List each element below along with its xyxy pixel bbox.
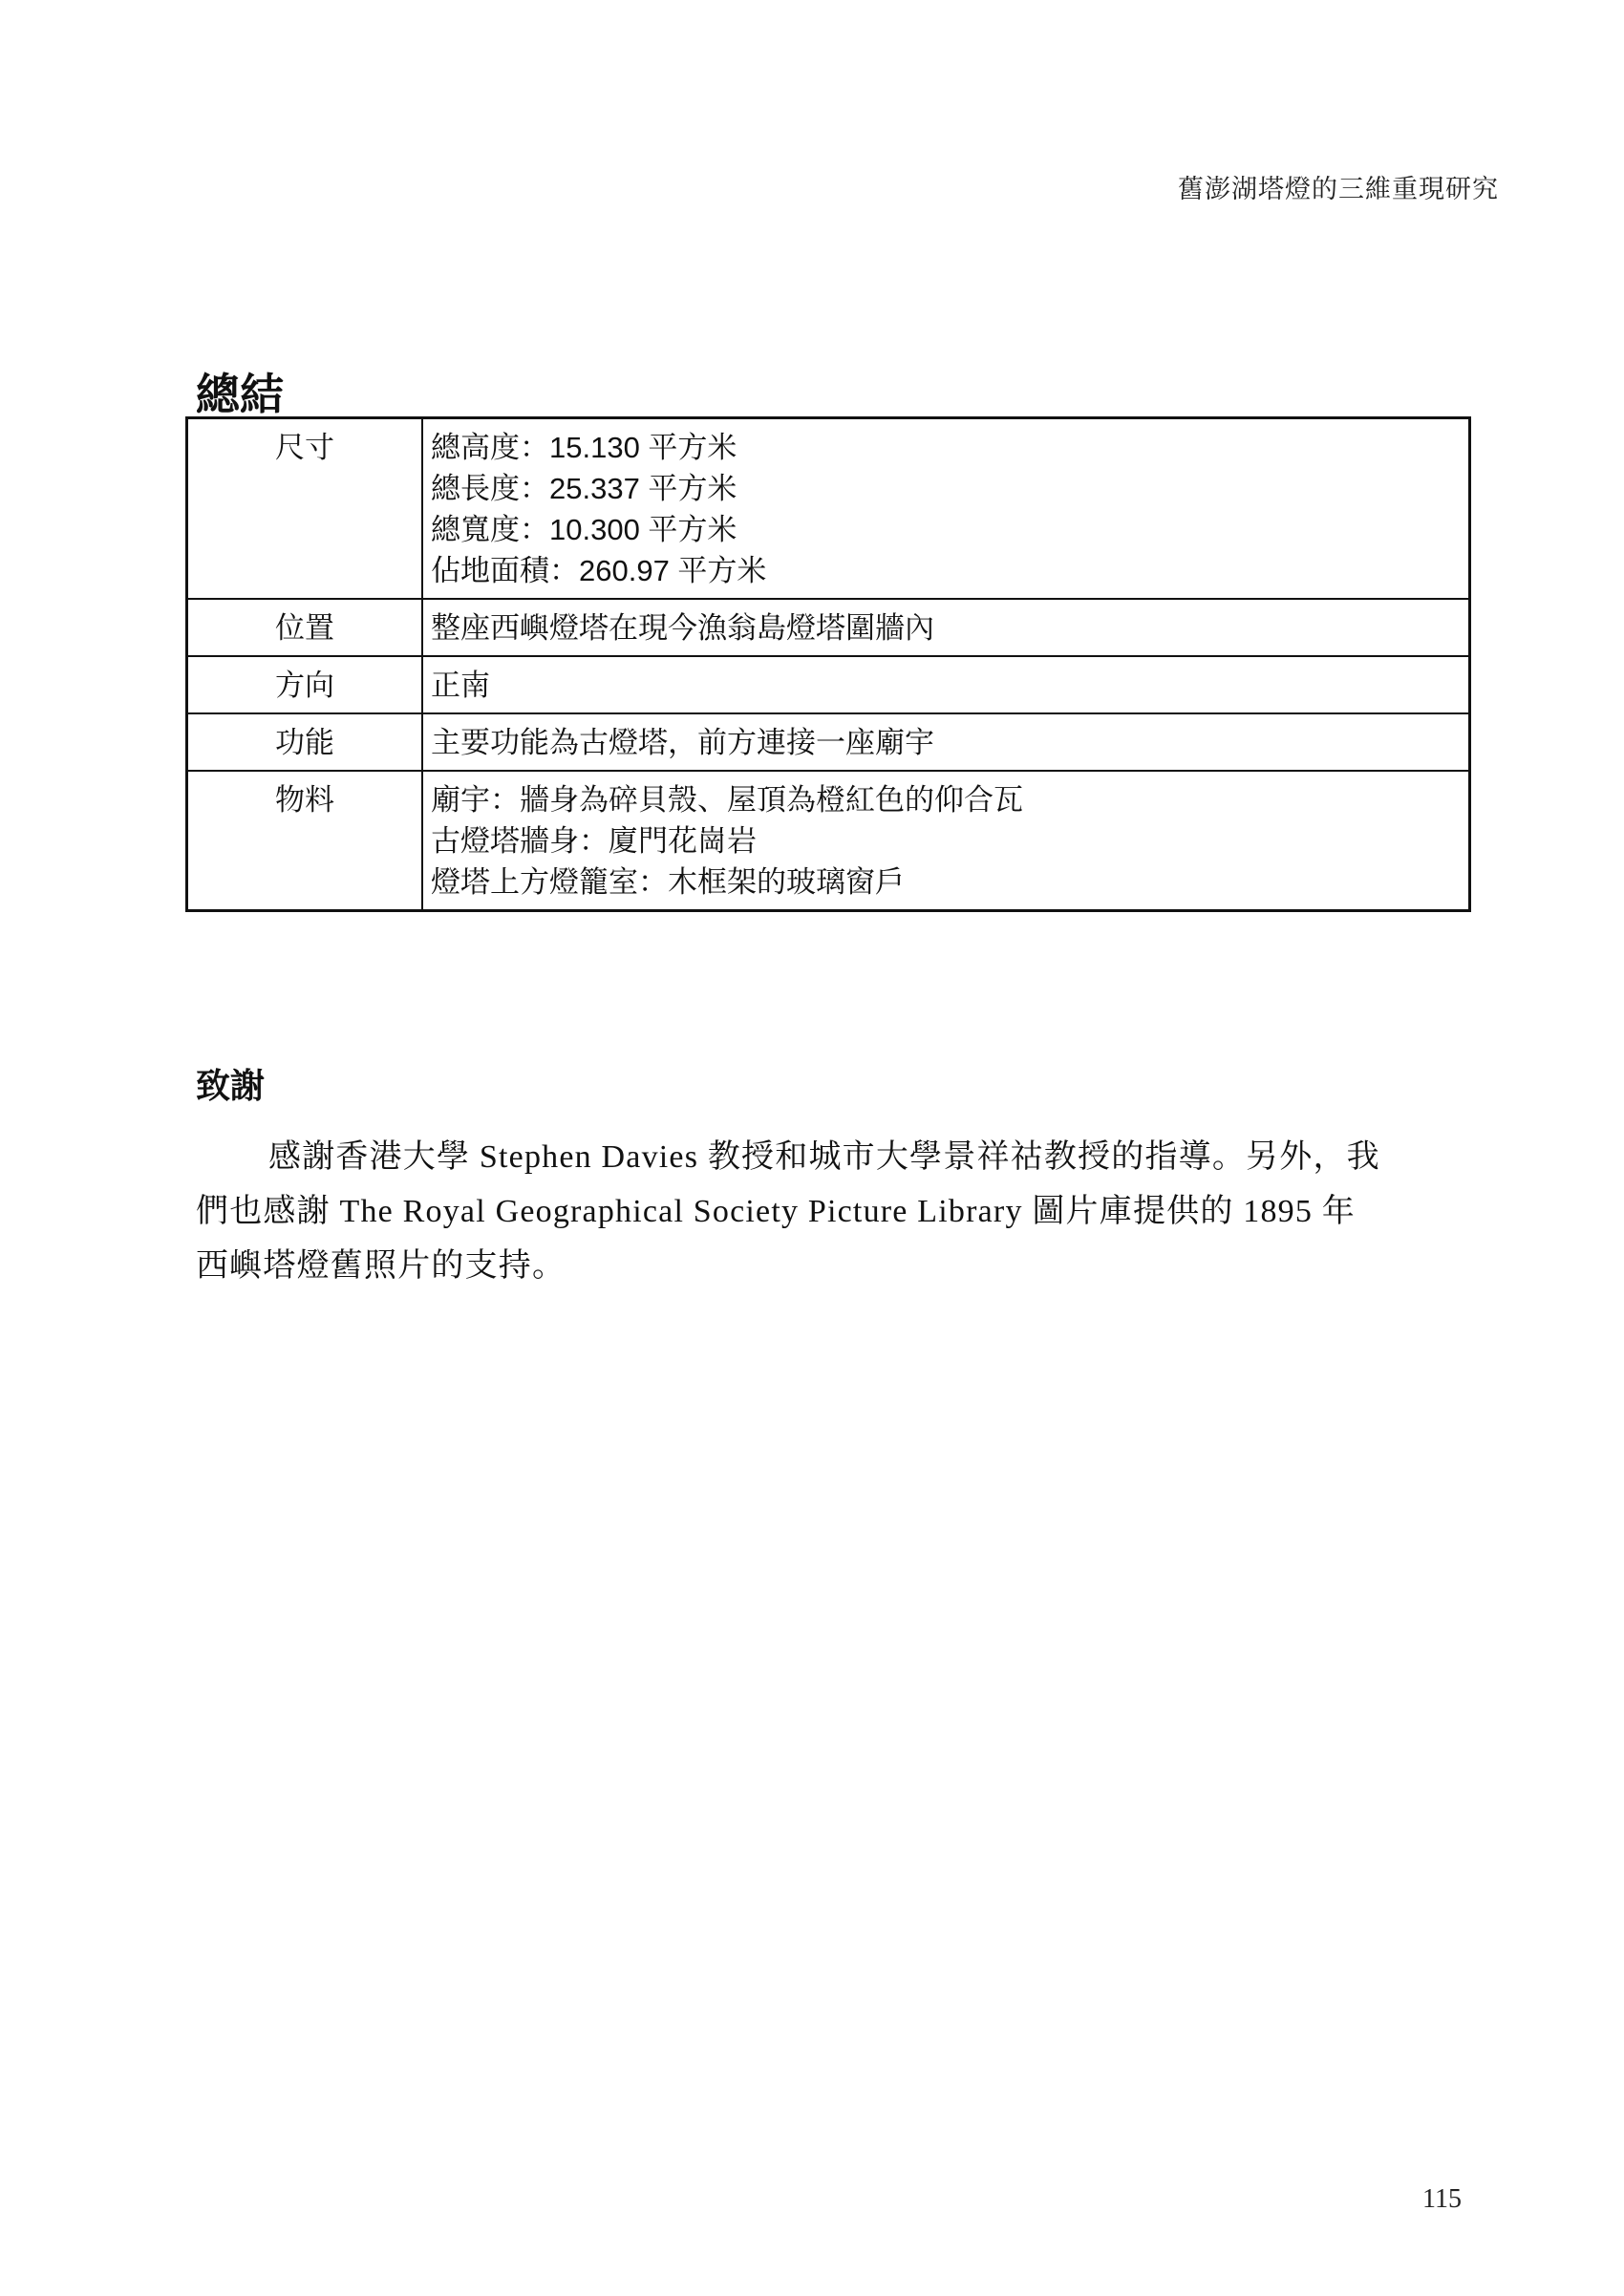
table-row-function bbox=[187, 713, 1470, 771]
summary-title: 總結 bbox=[196, 369, 284, 420]
running-header: 舊澎湖塔燈的三維重現研究 bbox=[1178, 175, 1499, 203]
value-line: 燈塔上方燈籠室：木框架的玻璃窗戶 bbox=[431, 865, 905, 899]
value-line: 佔地面積：260.97 平方米 bbox=[431, 554, 767, 587]
row-value bbox=[422, 418, 1470, 600]
value-line: 整座西嶼燈塔在現今漁翁島燈塔圍牆內 bbox=[431, 611, 934, 645]
page-number: 115 bbox=[1422, 2184, 1462, 2214]
row-value bbox=[422, 599, 1470, 656]
row-label: 功能 bbox=[187, 713, 423, 771]
paragraph-line: 感謝香港大學 Stephen Davies 教授和城市大學景祥祜教授的指導。另外，我 bbox=[268, 1139, 1380, 1175]
table-row-orientation bbox=[187, 656, 1470, 713]
row-value bbox=[422, 656, 1470, 713]
table-row-dimensions bbox=[187, 418, 1470, 600]
row-value bbox=[422, 713, 1470, 771]
value-line: 總長度：25.337 平方米 bbox=[431, 472, 737, 505]
value-line: 古燈塔牆身：廈門花崗岩 bbox=[431, 824, 757, 858]
row-label: 位置 bbox=[187, 599, 423, 656]
row-label: 尺寸 bbox=[187, 418, 423, 600]
row-value bbox=[422, 771, 1470, 911]
paragraph-line: 們也感謝 The Royal Geographical Society Picture Library 圖片庫提供的 1895 年 bbox=[196, 1194, 1356, 1229]
table-row-materials bbox=[187, 771, 1470, 911]
row-label: 物料 bbox=[187, 771, 423, 911]
summary-table bbox=[185, 416, 1471, 912]
acknowledgement-paragraph bbox=[196, 1130, 1466, 1293]
paragraph-line: 西嶼塔燈舊照片的支持。 bbox=[196, 1248, 566, 1284]
value-line: 總寬度：10.300 平方米 bbox=[431, 513, 737, 546]
table-row-location bbox=[187, 599, 1470, 656]
acknowledgement-title: 致謝 bbox=[196, 1067, 266, 1106]
row-label: 方向 bbox=[187, 656, 423, 713]
value-line: 總高度：15.130 平方米 bbox=[431, 431, 737, 464]
value-line: 正南 bbox=[431, 669, 490, 702]
value-line: 廟宇：牆身為碎貝殼、屋頂為橙紅色的仰合瓦 bbox=[431, 783, 1023, 817]
value-line: 主要功能為古燈塔，前方連接一座廟宇 bbox=[431, 726, 934, 759]
